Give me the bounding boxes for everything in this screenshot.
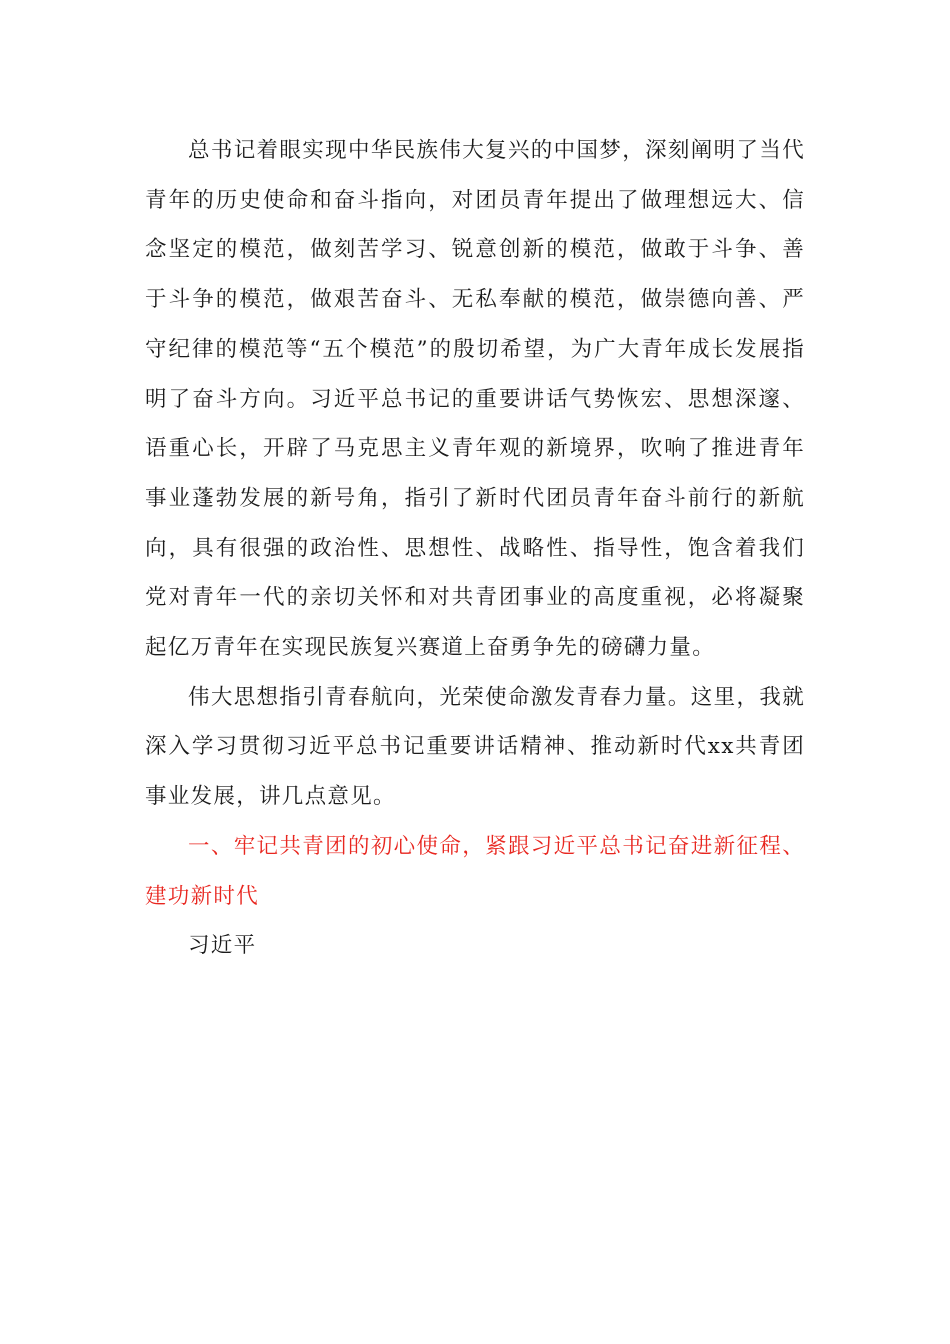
body-paragraph-1: 总书记着眼实现中华民族伟大复兴的中国梦，深刻阐明了当代青年的历史使命和奋斗指向，对团员青年提出了做理想远大、信念坚定的模范，做刻苦学习、锐意创新的模范，做敢于斗争、善于斗争的模范，做艰苦奋斗、无私奉献的模范，做崇德向善、严守纪律的模范等“五个模范”的殷切希望，为广大青年成长发展指明了奋斗方向。习近平总书记的重要讲话气势恢宏、思想深邃、语重心长，开辟了马克思主义青年观的新境界，吹响了推进青年事业蓬勃发展的新号角，指引了新时代团员青年奋斗前行的新航向，具有很强的政治性、思想性、战略性、指导性，饱含着我们党对青年一代的亲切关怀和对共青团事业的高度重视，必将凝聚起亿万青年在实现民族复兴赛道上奋勇争先的磅礴力量。	[145, 138, 805, 661]
section-heading: 一、牢记共青团的初心使命，紧跟习近平总书记奋进新征程、建功新时代	[145, 833, 805, 909]
document-body	[145, 126, 805, 971]
trailing-text: 习近平	[188, 933, 257, 959]
body-paragraph-2: 伟大思想指引青春航向，光荣使命激发青春力量。这里，我就深入学习贯彻习近平总书记重要讲话精神、推动新时代xx共青团事业发展，讲几点意见。	[145, 684, 805, 810]
